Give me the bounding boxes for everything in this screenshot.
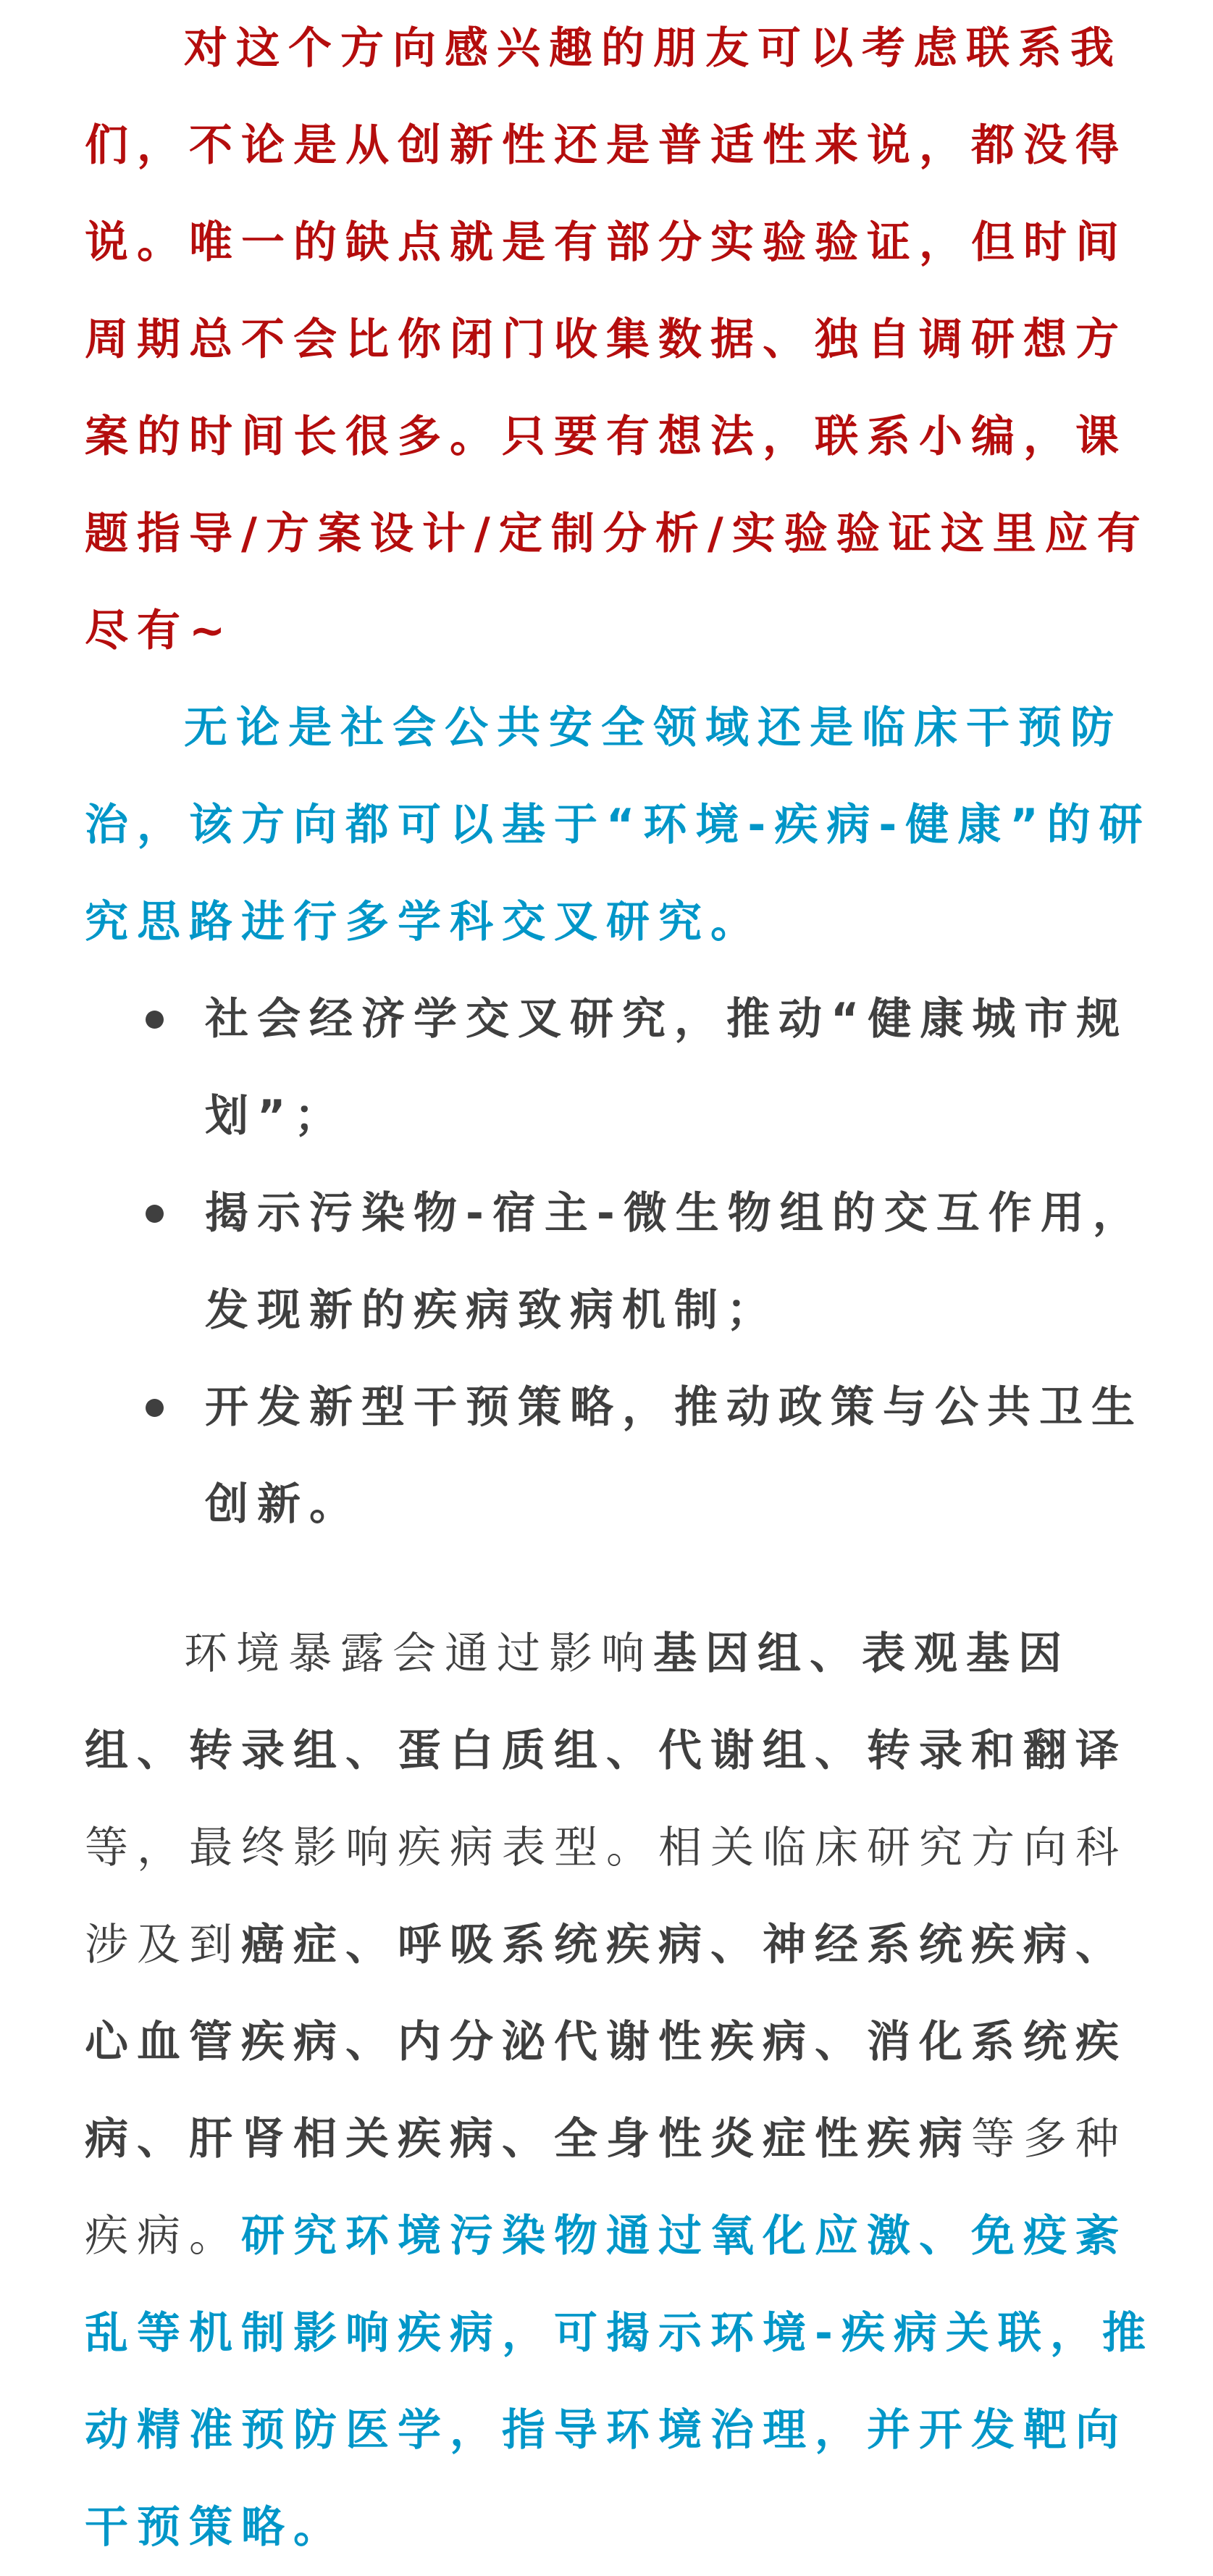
research-direction-paragraph: [85, 679, 1151, 971]
bullet-icon: [146, 1399, 164, 1417]
emphasis-text: 组、转录组、蛋白质组、代谢组、转录和翻译: [85, 1726, 1128, 1776]
research-line: 究思路进行多学科交叉研究。: [85, 897, 763, 948]
body-text: 等，最终影响疾病表型。相关临床研究方向科: [85, 1823, 1128, 1873]
research-bullet-list: [85, 971, 1145, 1553]
exposure-line: [85, 2188, 1142, 2285]
exposure-line: [85, 1799, 1142, 1897]
exposure-line: [85, 1994, 1142, 2091]
emphasis-text: 基因组、表观基因: [653, 1628, 1070, 1679]
exposure-line: [85, 2091, 1142, 2188]
contact-line: 周期总不会比你闭门收集数据、独自调研想方: [85, 314, 1128, 365]
emphasis-text: 心血管疾病、内分泌代谢性疾病、消化系统疾: [85, 2017, 1128, 2067]
highlight-text: 动精准预防医学，指导环境治理，并开发靶向: [85, 2405, 1128, 2456]
exposure-line: [85, 1702, 1142, 1799]
body-text: 疾病。: [85, 2211, 241, 2262]
contact-line: 对这个方向感兴趣的朋友可以考虑联系我: [184, 23, 1122, 74]
article-body: [85, 0, 1154, 2576]
bullet-item-intervention: [85, 1359, 1142, 1553]
highlight-text: 研究环境污染物通过氧化应激、免疫紊: [241, 2211, 1128, 2262]
exposure-line: [85, 2285, 1154, 2382]
contact-line: 说。唯一的缺点就是有部分实验验证，但时间: [85, 217, 1128, 268]
exposure-line: [85, 1897, 1142, 1994]
bullet-item-microbiome: [85, 1165, 1145, 1359]
bullet-line: 发现新的疾病致病机制；: [205, 1285, 778, 1336]
contact-line: 们，不论是从创新性还是普适性来说，都没得: [85, 120, 1128, 171]
bullet-icon: [146, 1205, 164, 1223]
emphasis-text: 病、肝肾相关疾病、全身性炎症性疾病: [85, 2114, 971, 2165]
emphasis-text: 癌症、呼吸系统疾病、神经系统疾病、: [241, 1920, 1128, 1970]
contact-paragraph: [85, 0, 1149, 679]
bullet-line: 社会经济学交叉研究，推动“健康城市规: [205, 994, 1129, 1045]
research-line: 无论是社会公共安全领域还是临床干预防: [184, 703, 1122, 753]
exposure-line: [85, 1605, 1142, 1702]
body-text: 等多种: [971, 2114, 1128, 2165]
bullet-item-socioeconomic: [85, 971, 1142, 1165]
research-line: 治，该方向都可以基于“环境-疾病-健康”的研: [85, 800, 1151, 850]
exposure-paragraph: [85, 1605, 1154, 2576]
exposure-line: [85, 2479, 1142, 2576]
contact-line: 案的时间长很多。只要有想法，联系小编，课: [85, 411, 1128, 462]
bullet-icon: [146, 1011, 164, 1029]
highlight-text: 干预策略。: [85, 2502, 345, 2553]
highlight-text: 乱等机制影响疾病，可揭示环境-疾病关联，推: [85, 2308, 1154, 2359]
bullet-line: 揭示污染物-宿主-微生物组的交互作用，: [205, 1188, 1145, 1239]
exposure-line: [85, 2382, 1142, 2479]
bullet-line: 划”；: [205, 1091, 347, 1142]
bullet-line: 开发新型干预策略，推动政策与公共卫生: [205, 1382, 1143, 1433]
contact-line: 尽有~: [85, 606, 235, 656]
body-text: 环境暴露会通过影响: [184, 1628, 653, 1679]
body-text: 涉及到: [85, 1920, 241, 1970]
bullet-line: 创新。: [205, 1479, 361, 1530]
contact-line: 题指导/方案设计/定制分析/实验验证这里应有: [85, 509, 1149, 559]
